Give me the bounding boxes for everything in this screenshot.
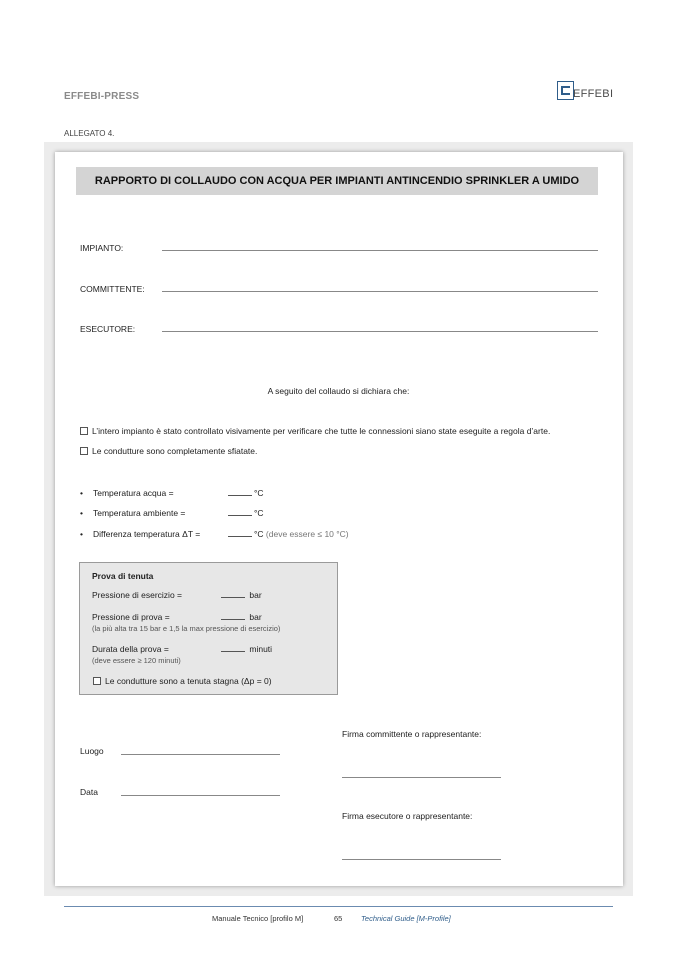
prova-note: (la più alta tra 15 bar e 1,5 la max pressione di esercizio)	[92, 624, 281, 633]
checkbox[interactable]	[80, 447, 88, 455]
bullet: •	[80, 508, 83, 518]
effebi-logo	[557, 81, 615, 103]
esercizio-label: Pressione di esercizio =	[92, 590, 183, 600]
temp-unit: °C	[254, 488, 264, 498]
brand-name: EFFEBI-PRESS	[64, 91, 140, 102]
data-label: Data	[80, 787, 98, 797]
checkbox[interactable]	[93, 677, 101, 685]
field-line-committente[interactable]	[162, 291, 598, 292]
temp-label: Temperatura acqua =	[93, 488, 174, 498]
temp-row-acqua	[80, 488, 440, 500]
prova-label: Pressione di prova =	[92, 612, 170, 622]
temp-label: Temperatura ambiente =	[93, 508, 186, 518]
prova-input[interactable]	[221, 612, 245, 620]
bullet: •	[80, 529, 83, 539]
check-row-sfiatate[interactable]	[80, 446, 257, 456]
bullet: •	[80, 488, 83, 498]
field-label-committente: COMMITTENTE:	[80, 284, 145, 294]
form-title: RAPPORTO DI COLLAUDO CON ACQUA PER IMPIANTI ANTINCENDIO SPRINKLER A UMIDO	[94, 175, 580, 187]
logo-mark-icon	[557, 81, 574, 100]
field-line-esecutore[interactable]	[162, 331, 598, 332]
firma-esecutore-line[interactable]	[342, 859, 501, 860]
field-label-impianto: IMPIANTO:	[80, 243, 124, 253]
firma-esecutore-label: Firma esecutore o rappresentante:	[342, 811, 473, 821]
intro-text: A seguito del collaudo si dichiara che:	[267, 386, 410, 396]
temp-unit: °C	[254, 508, 264, 518]
footer-left: Manuale Tecnico [profilo M]	[212, 914, 304, 923]
durata-input[interactable]	[221, 644, 245, 652]
field-label-esecutore: ESECUTORE:	[80, 324, 136, 334]
temp-input[interactable]	[228, 529, 252, 537]
temp-input[interactable]	[228, 508, 252, 516]
checkbox[interactable]	[80, 427, 88, 435]
durata-label: Durata della prova =	[92, 644, 169, 654]
check-label: Le condutture sono a tenuta stagna (Δp = 0)	[105, 676, 272, 686]
luogo-label: Luogo	[80, 746, 104, 756]
durata-unit: minuti	[249, 644, 273, 654]
temp-unit: °C	[254, 529, 264, 539]
check-label: Le condutture sono completamente sfiatate.	[92, 446, 258, 456]
data-line[interactable]	[121, 795, 280, 796]
check-row-ispezione[interactable]	[80, 426, 550, 436]
firma-committente-label: Firma committente o rappresentante:	[342, 729, 482, 739]
check-row-tenuta[interactable]	[93, 676, 272, 686]
temp-note: (deve essere ≤ 10 °C)	[265, 529, 349, 539]
footer-right: Technical Guide [M-Profile]	[361, 914, 451, 923]
footer-divider	[64, 906, 613, 907]
temp-row-differenza	[80, 529, 440, 541]
firma-committente-line[interactable]	[342, 777, 501, 778]
tenuta-title: Prova di tenuta	[92, 571, 154, 581]
durata-note: (deve essere ≥ 120 minuti)	[92, 656, 181, 665]
logo-text: EFFEBI	[573, 88, 614, 100]
attachment-label: ALLEGATO 4.	[64, 129, 115, 138]
temp-row-ambiente	[80, 508, 440, 520]
temp-label: Differenza temperatura ΔT =	[93, 529, 201, 539]
esercizio-input[interactable]	[221, 590, 245, 598]
prova-unit: bar	[249, 612, 262, 622]
field-line-impianto[interactable]	[162, 250, 598, 251]
page-number: 65	[334, 914, 343, 923]
esercizio-unit: bar	[249, 590, 262, 600]
temp-input[interactable]	[228, 488, 252, 496]
luogo-line[interactable]	[121, 754, 280, 755]
check-label: L’intero impianto è stato controllato visivamente per verificare che tutte le connessioni siano state eseguite a regola d’arte.	[92, 426, 551, 436]
